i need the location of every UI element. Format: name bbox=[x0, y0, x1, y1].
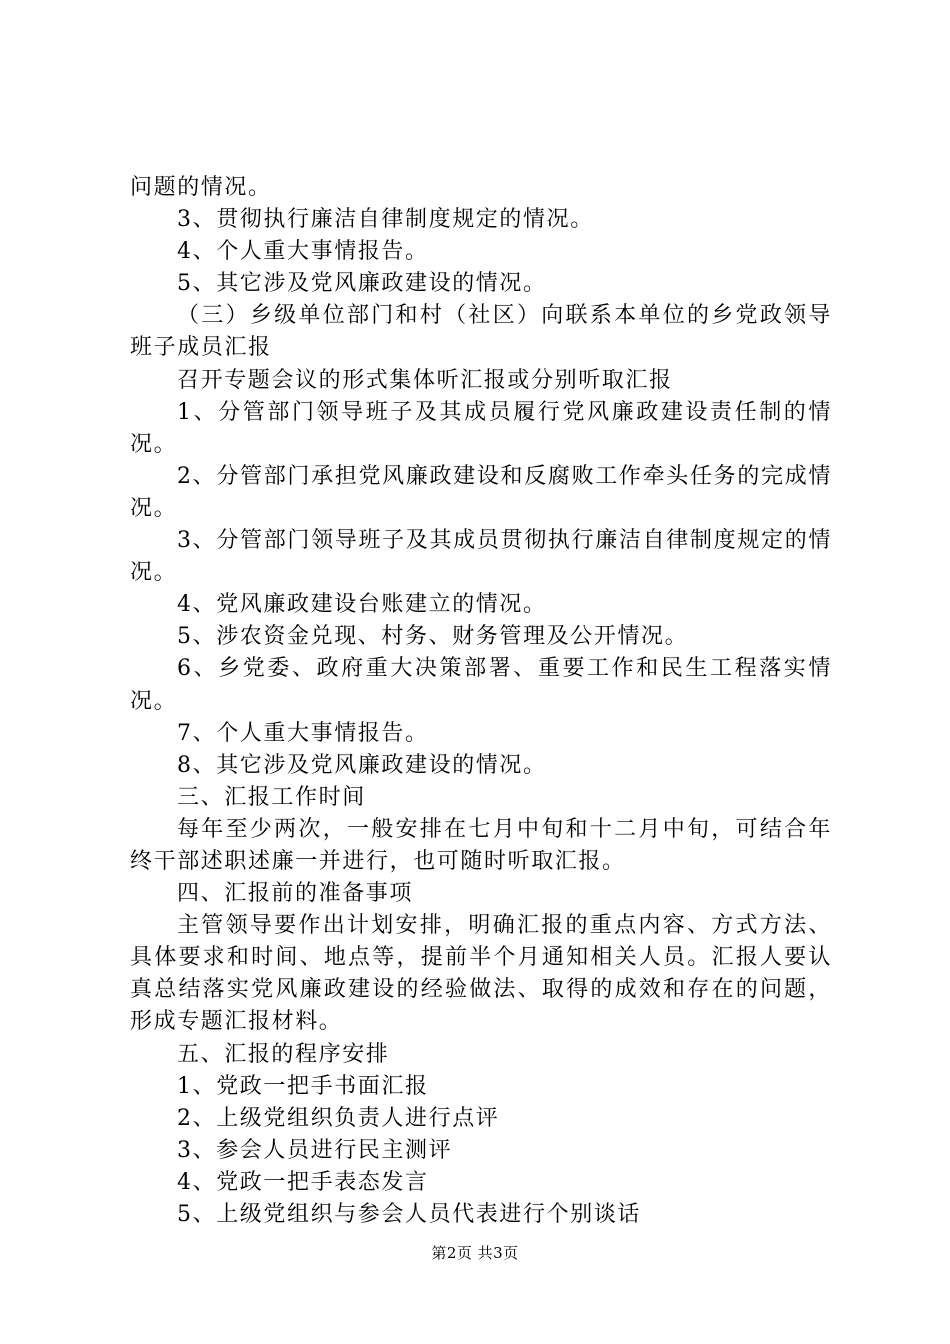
paragraph: 1、党政一把手书面汇报 bbox=[177, 1073, 429, 1099]
paragraph: 3、分管部门领导班子及其成员贯彻执行廉洁自律制度规定的情况。 bbox=[130, 528, 832, 586]
paragraph: 4、个人重大事情报告。 bbox=[177, 239, 429, 265]
paragraph: 5、其它涉及党风廉政建设的情况。 bbox=[177, 271, 547, 297]
paragraph: 2、上级党组织负责人进行点评 bbox=[177, 1105, 500, 1131]
paragraph: 3、贯彻执行廉洁自律制度规定的情况。 bbox=[177, 207, 594, 233]
document-body bbox=[130, 172, 832, 1231]
paragraph: 4、党政一把手表态发言 bbox=[177, 1169, 429, 1195]
paragraph: 5、上级党组织与参会人员代表进行个别谈话 bbox=[177, 1202, 641, 1227]
paragraph: 7、个人重大事情报告。 bbox=[177, 720, 429, 746]
paragraph: 问题的情况。 bbox=[130, 175, 272, 200]
paragraph: 4、党风廉政建设台账建立的情况。 bbox=[177, 592, 547, 618]
paragraph: 8、其它涉及党风廉政建设的情况。 bbox=[177, 752, 547, 778]
paragraph: 每年至少两次，一般安排在七月中旬和十二月中旬，可结合年终干部述职述廉一并进行，也可随时听取汇报。 bbox=[130, 816, 832, 874]
section-heading: （三）乡级单位部门和村（社区）向联系本单位的乡党政领导班子成员汇报 bbox=[130, 303, 832, 361]
section-heading: 四、汇报前的准备事项 bbox=[177, 881, 414, 907]
section-heading: 三、汇报工作时间 bbox=[177, 784, 366, 810]
paragraph: 6、乡党委、政府重大决策部署、重要工作和民生工程落实情况。 bbox=[130, 656, 832, 714]
paragraph: 3、参会人员进行民主测评 bbox=[177, 1137, 453, 1163]
paragraph: 2、分管部门承担党风廉政建设和反腐败工作牵头任务的完成情况。 bbox=[130, 463, 832, 521]
paragraph: 1、分管部门领导班子及其成员履行党风廉政建设责任制的情况。 bbox=[130, 399, 832, 457]
page-number-label: 第2页 共3页 bbox=[431, 1244, 519, 1262]
page-footer bbox=[0, 1243, 950, 1263]
paragraph: 召开专题会议的形式集体听汇报或分别听取汇报 bbox=[177, 367, 673, 393]
section-heading: 五、汇报的程序安排 bbox=[177, 1041, 390, 1067]
paragraph: 主管领导要作出计划安排，明确汇报的重点内容、方式方法、具体要求和时间、地点等，提前半个月通知相关人员。汇报人要认真总结落实党风廉政建设的经验做法、取得的成效和存在的问题，形成专题汇报材料。 bbox=[130, 913, 832, 1035]
paragraph: 5、涉农资金兑现、村务、财务管理及公开情况。 bbox=[177, 624, 689, 650]
